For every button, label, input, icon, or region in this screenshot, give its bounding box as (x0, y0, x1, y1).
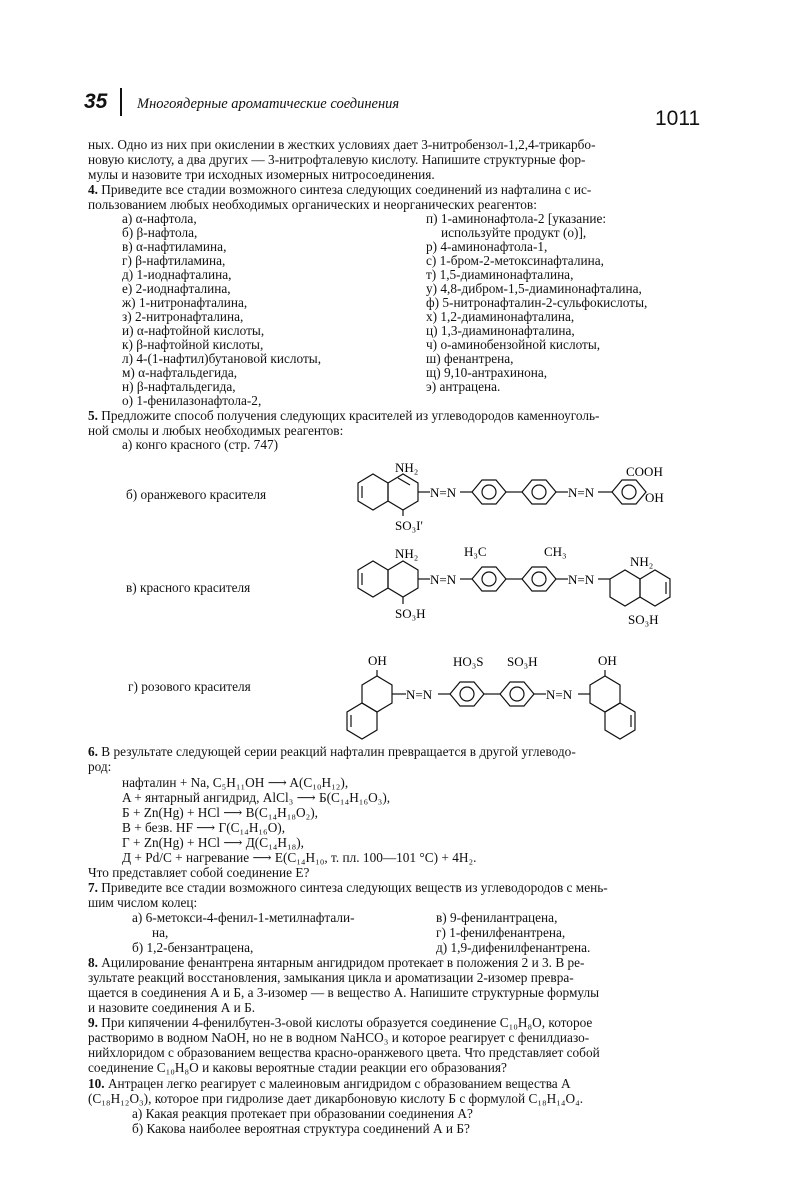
azo-label: N=N (568, 485, 595, 500)
q4-item: ч) о-аминобензойной кислоты, (426, 337, 601, 352)
q10-line: (C₁₈H₁₂O₃), которое при гидролизе дает дикарбоновую кислоту Б с формулой C₁₈H₁₄O₄. (88, 1091, 584, 1106)
oh-label: OH (645, 490, 664, 505)
azo-label: N=N (430, 485, 457, 500)
q7-line: шим числом колец: (88, 895, 198, 910)
q6-reaction: нафталин + Na, C₅H₁₁OH ⟶ A(C₁₀H₁₂), (122, 775, 349, 790)
q8-line: зультате реакций восстановления, замыкания цикла и ароматизации 2-изомер превра- (88, 970, 574, 985)
q4-item: ж) 1-нитронафталина, (122, 295, 248, 310)
q6-reaction: Г + Zn(Hg) + HCl ⟶ Д(C₁₄H₁₈), (122, 835, 305, 850)
q4-item: у) 4,8-дибром-1,5-диаминонафталина, (426, 281, 642, 296)
q5-item-v: в) красного красителя (126, 580, 251, 595)
ho3s-label: HO₃S (453, 654, 484, 669)
cooh-label: COOH (626, 464, 663, 479)
structure-orange-dye (340, 460, 700, 538)
q10-item: а) Какая реакция протекает при образовании соединения А? (132, 1106, 473, 1121)
q10-item: б) Какова наиболее вероятная структура соединений А и Б? (132, 1121, 470, 1136)
q6-question: Что представляет собой соединение Е? (88, 865, 310, 880)
q4-item: п) 1-аминонафтола-2 [указание: (426, 211, 607, 226)
q4-item: м) α-нафтальдегида, (122, 365, 238, 380)
q4-item: с) 1-бром-2-метоксинафталина, (426, 253, 604, 268)
azo-label: N=N (546, 687, 573, 702)
header-divider (120, 88, 122, 116)
q6-reaction: В + безв. HF ⟶ Г(C₁₄H₁₆O), (122, 820, 286, 835)
q4-item: н) β-нафтальдегида, (122, 379, 236, 394)
q5-line: ной смолы и любых необходимых реагентов: (88, 423, 344, 438)
oh-label: OH (598, 653, 617, 668)
q5-line: 5. Предложите способ получения следующих красителей из углеводородов каменноуголь- (88, 408, 600, 423)
so3-label: SO₃I' (395, 518, 423, 533)
q4-item: г) β-нафтиламина, (122, 253, 226, 268)
q7-item: г) 1-фенилфенантрена, (436, 925, 566, 940)
intro-line: ных. Одно из них при окислении в жестких условиях дает 3-нитробензол-1,2,4-трикарбо- (88, 137, 596, 152)
so3h-label: SO₃H (628, 612, 659, 627)
azo-label: N=N (430, 572, 457, 587)
q8-line: щается в соединения А и Б, а 3-изомер — в вещество А. Напишите структурные формулы (88, 985, 600, 1000)
q6-reaction: Д + Pd/C + нагревание ⟶ Е(C₁₄H₁₀, т. пл. 100—101 °C) + 4H₂. (122, 850, 477, 865)
q7-item: а) 6-метокси-4-фенил-1-метилнафтали- (132, 910, 355, 925)
nh2-label: NH₂ (395, 546, 419, 561)
q4-item: щ) 9,10-антрахинона, (426, 365, 548, 380)
structure-red-dye (340, 540, 720, 640)
q10-line: 10. Антрацен легко реагирует с малеиновым ангидридом с образованием вещества А (88, 1076, 571, 1091)
q4-item: а) α-нафтола, (122, 211, 197, 226)
so3h-label: SO₃H (395, 606, 426, 621)
q7-item: д) 1,9-дифенилфенантрена. (436, 940, 591, 955)
q4-item: в) α-нафтиламина, (122, 239, 227, 254)
page-number: 1011 (655, 107, 701, 130)
q5-item-a: а) конго красного (стр. 747) (122, 437, 279, 452)
q4-item: т) 1,5-диаминонафталина, (426, 267, 574, 282)
q4-item: ш) фенантрена, (426, 351, 514, 366)
q4-item: х) 1,2-диаминонафталина, (426, 309, 575, 324)
q4-item: ц) 1,3-диаминонафталина, (426, 323, 575, 338)
ch3-label: CH₃ (544, 544, 567, 559)
q7-item: на, (152, 925, 169, 940)
q7-item: б) 1,2-бензантрацена, (132, 940, 254, 955)
q4-line: пользованием любых необходимых органических и неорганических реагентов: (88, 197, 537, 212)
q4-item: л) 4-(1-нафтил)бутановой кислоты, (122, 351, 322, 366)
q7-item: в) 9-фенилантрацена, (436, 910, 558, 925)
intro-line: новую кислоту, а два других — 3-нитрофталевую кислоту. Напишите структурные фор- (88, 152, 586, 167)
nh2-label: NH₂ (630, 554, 654, 569)
q4-line: 4. Приведите все стадии возможного синтеза следующих соединений из нафталина с ис- (88, 182, 592, 197)
q6-line: 6. В результате следующей серии реакций нафталин превращается в другой углеводо- (88, 744, 576, 759)
q4-item: о) 1-фенилазонафтола-2, (122, 393, 262, 408)
q4-item: д) 1-иоднафталина, (122, 267, 232, 282)
chapter-number: 35 (84, 90, 108, 113)
azo-label: N=N (406, 687, 433, 702)
structure-pink-dye (340, 650, 720, 740)
q5-item-b: б) оранжевого красителя (126, 487, 267, 502)
q9-line: соединение C₁₀H₈O и каковы вероятные стадии реакции его образования? (88, 1060, 507, 1075)
q9-line: растворимо в водном NaOH, но не в водном NaHCO₃ и которое реагирует с фенилдиазо- (88, 1030, 590, 1045)
q4-item: э) антрацена. (426, 379, 501, 394)
q5-item-g: г) розового красителя (128, 679, 251, 694)
q6-line: род: (88, 759, 112, 774)
q4-item: и) α-нафтойной кислоты, (122, 323, 265, 338)
so3h-label: SO₃H (507, 654, 538, 669)
q4-item: б) β-нафтола, (122, 225, 198, 240)
q4-item: р) 4-аминонафтола-1, (426, 239, 548, 254)
q9-line: 9. При кипячении 4-фенилбутен-3-овой кислоты образуется соединение C₁₀H₈O, которое (88, 1015, 593, 1030)
nh2-label: NH₂ (395, 460, 419, 475)
azo-label: N=N (568, 572, 595, 587)
q8-line: 8. Ацилирование фенантрена янтарным ангидридом протекает в положения 2 и 3. В ре- (88, 955, 585, 970)
q4-item: к) β-нафтойной кислоты, (122, 337, 264, 352)
q6-reaction: Б + Zn(Hg) + HCl ⟶ В(C₁₄H₁₈O₂), (122, 805, 318, 820)
chapter-title: Многоядерные ароматические соединения (137, 96, 400, 112)
q4-item: ф) 5-нитронафталин-2-сульфокислоты, (426, 295, 648, 310)
q6-reaction: A + янтарный ангидрид, AlCl₃ ⟶ Б(C₁₄H₁₆O₃), (122, 790, 391, 805)
intro-line: мулы и назовите три исходных изомерных нитросоединения. (88, 167, 435, 182)
q4-item: е) 2-иоднафталина, (122, 281, 231, 296)
h3c-label: H₃C (464, 544, 487, 559)
q9-line: нийхлоридом с образованием вещества красно-оранжевого цвета. Что представляет собой (88, 1045, 600, 1060)
q7-line: 7. Приведите все стадии возможного синтеза следующих веществ из углеводородов с мень- (88, 880, 608, 895)
q8-line: и назовите соединения А и Б. (88, 1000, 256, 1015)
oh-label: OH (368, 653, 387, 668)
q4-item: используйте продукт (о)], (441, 225, 587, 240)
q4-item: з) 2-нитронафталина, (122, 309, 244, 324)
